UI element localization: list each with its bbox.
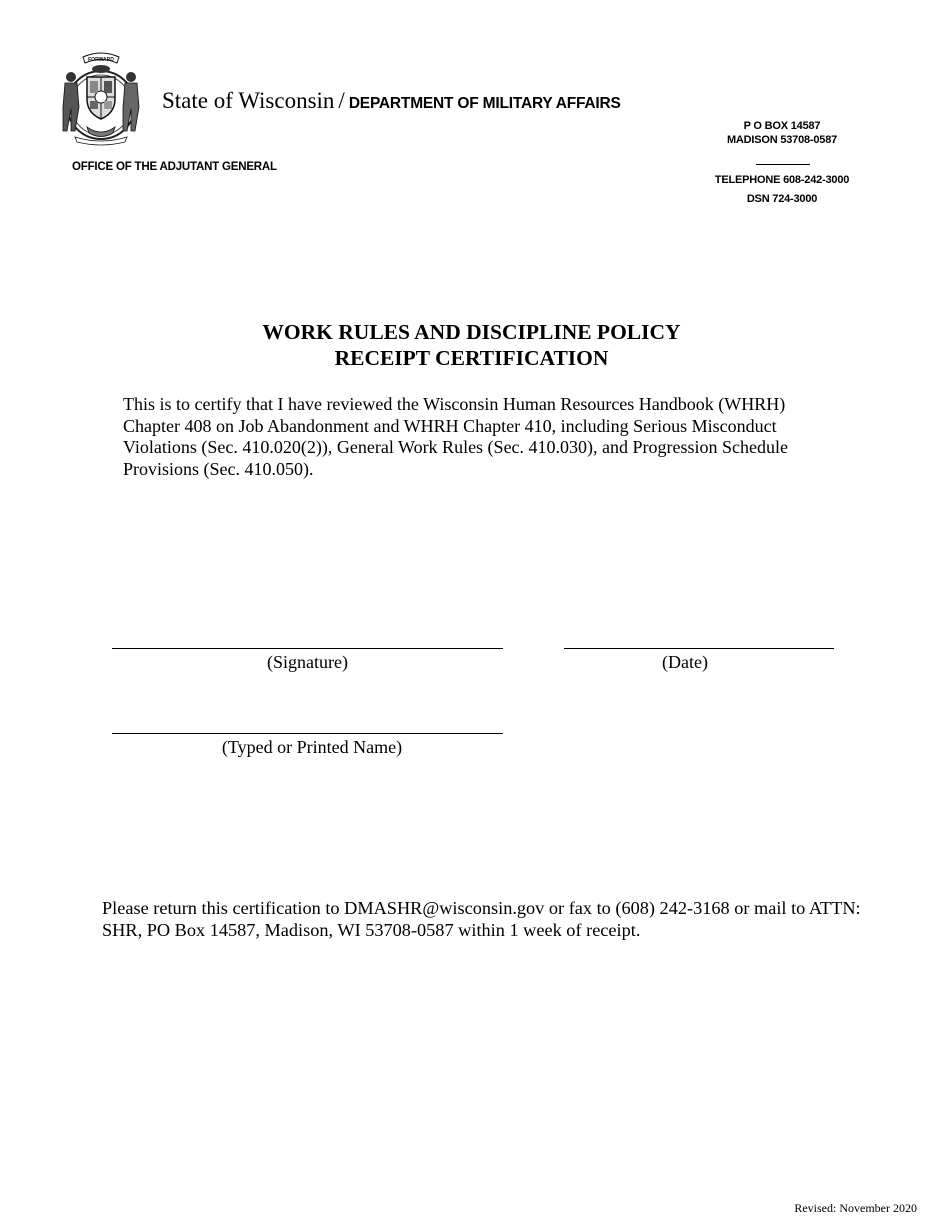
address-dsn: DSN 724-3000 [746,193,818,205]
state-name: State of Wisconsin [162,88,335,113]
title-line-2: RECEIPT CERTIFICATION [334,346,609,370]
address-city: MADISON 53708-0587 [726,134,838,146]
revision-date: Revised: November 2020 [794,1201,917,1215]
department-name: DEPARTMENT OF MILITARY AFFAIRS [348,95,621,112]
title-separator: / [338,88,345,113]
office-name: OFFICE OF THE ADJUTANT GENERAL [72,161,277,173]
letterhead-title [162,88,621,114]
address-po-box: P O BOX 14587 [743,120,821,132]
certification-statement: This is to certify that I have reviewed the Wisconsin Human Resources Handbook (WHRH) Chapter 408 on Job Abandonment and WHRH Chapter 410, including Serious Misconduct Violations (Sec. 410.020(2)), General Work Rules (Sec. 410.030), and Progression Schedule Provisions (Sec. 410.050). [123,394,789,479]
state-seal-logo [53,47,149,147]
date-line[interactable] [564,648,834,649]
address-telephone: TELEPHONE 608-242-3000 [714,174,850,186]
signature-line[interactable] [112,648,503,649]
printed-name-line[interactable] [112,733,503,734]
signature-label: (Signature) [267,652,348,672]
return-instructions: Please return this certification to DMASHR@wisconsin.gov or fax to (608) 242-3168 or mail to ATTN: SHR, PO Box 14587, Madison, WI 53708-0587 within 1 week of receipt. [102,898,861,940]
address-divider [756,164,810,165]
printed-name-label: (Typed or Printed Name) [221,737,403,757]
svg-text:FORWARD: FORWARD [88,57,114,63]
date-label: (Date) [662,652,708,672]
title-line-1: WORK RULES AND DISCIPLINE POLICY [262,320,681,344]
document-title [0,319,943,371]
